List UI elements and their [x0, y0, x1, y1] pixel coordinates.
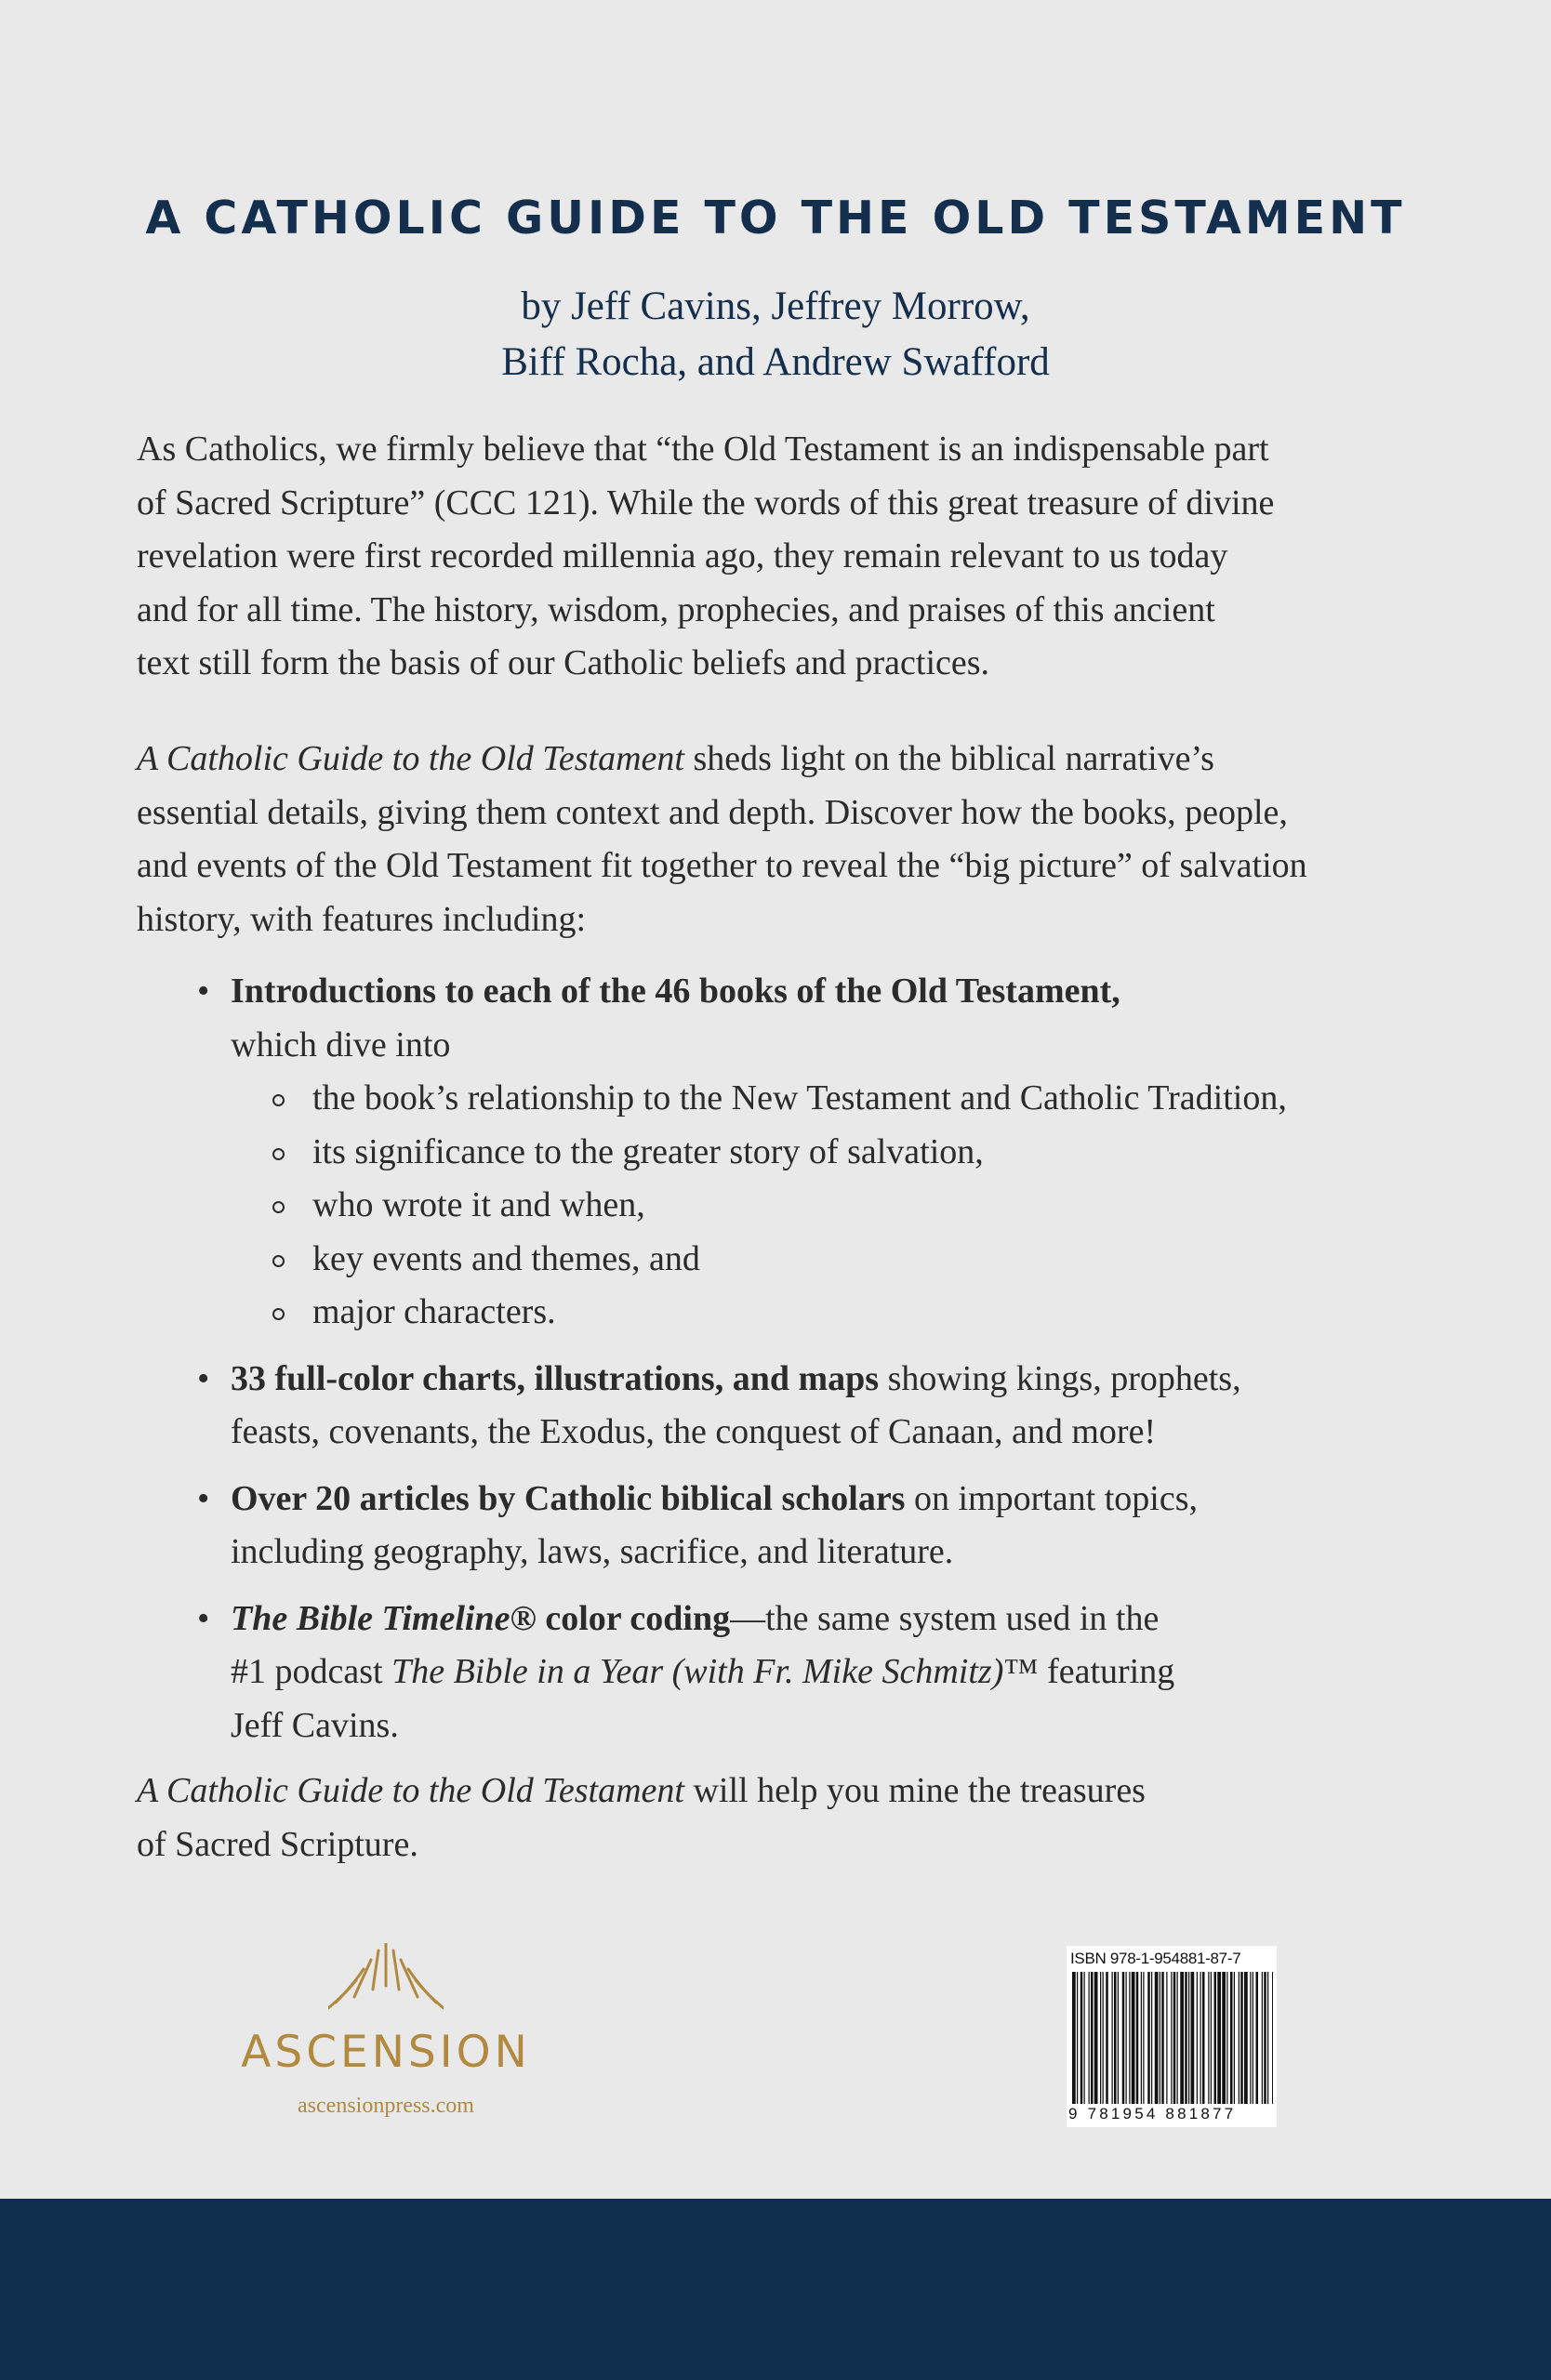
- sub-item-text: key events and themes, and: [312, 1238, 700, 1278]
- hollow-bullet-icon: [272, 1094, 285, 1106]
- feature-bold: Introductions to each of the 46 books of the Old Testament,: [231, 972, 1120, 1011]
- feature-line: [231, 1593, 1402, 1646]
- paragraph-line: [137, 733, 1369, 787]
- barcode-bar: [1136, 1972, 1139, 2104]
- barcode-bar: [1180, 1972, 1184, 2104]
- feature-item-introductions: [193, 965, 1402, 1340]
- barcode-bar: [1166, 1972, 1167, 2104]
- barcode-bar: [1129, 1972, 1130, 2104]
- barcode-bar: [1112, 1972, 1113, 2104]
- barcode-bar: [1114, 1972, 1117, 2104]
- feature-item-color-coding: [193, 1593, 1402, 1753]
- barcode: [1067, 1946, 1277, 2127]
- barcode-bar: [1151, 1972, 1152, 2104]
- barcode-bar: [1177, 1972, 1178, 2104]
- publisher-name: ASCENSION: [241, 2027, 531, 2078]
- book-title-italic: A Catholic Guide to the Old Testament: [137, 1771, 684, 1810]
- feature-line: Jeff Cavins.: [231, 1705, 399, 1745]
- hollow-bullet-icon: [272, 1308, 285, 1320]
- sub-list-item: [272, 1126, 1402, 1180]
- barcode-bar: [1118, 1972, 1119, 2104]
- paragraph-line: [137, 1765, 1369, 1818]
- sub-list: [231, 1072, 1402, 1340]
- isbn-label: ISBN 978-1-954881-87-7: [1070, 1950, 1241, 1967]
- barcode-bar: [1230, 1972, 1233, 2104]
- sub-list-item: [272, 1233, 1402, 1287]
- paragraph-line: of Sacred Scripture” (CCC 121). While the words of this great treasure of divine: [137, 483, 1275, 522]
- paragraph-line: essential details, giving them context and depth. Discover how the books, people,: [137, 792, 1288, 832]
- feature-line: [231, 1353, 1402, 1407]
- feature-text: showing kings, prophets,: [879, 1358, 1241, 1398]
- book-title-italic: A Catholic Guide to the Old Testament: [137, 739, 684, 778]
- feature-line: [231, 1646, 1402, 1699]
- feature-line: feasts, covenants, the Exodus, the conquest of Canaan, and more!: [231, 1412, 1157, 1451]
- barcode-digits: 9 781954 881877: [1068, 2105, 1237, 2122]
- barcode-bar: [1256, 1972, 1259, 2104]
- paragraph-line: As Catholics, we firmly believe that “the Old Testament is an indispensable part: [137, 430, 1269, 469]
- barcode-bar: [1080, 1972, 1083, 2104]
- paragraph-text: will help you mine the treasures: [683, 1771, 1146, 1810]
- ascension-logo: [219, 1943, 553, 2129]
- intro-paragraph: [137, 423, 1369, 691]
- bullet-icon: •: [197, 1478, 210, 1518]
- barcode-bar: [1173, 1972, 1176, 2104]
- barcode-bar: [1191, 1972, 1195, 2104]
- hollow-bullet-icon: [272, 1255, 285, 1267]
- footer-band: [0, 2199, 1551, 2380]
- feature-line: which dive into: [231, 1025, 451, 1064]
- barcode-bar: [1214, 1972, 1217, 2104]
- paragraph-text: sheds light on the biblical narrative’s: [683, 739, 1214, 778]
- authors-line-2: Biff Rocha, and Andrew Swafford: [501, 340, 1050, 384]
- sub-list-item: [272, 1286, 1402, 1340]
- feature-text: on important topics,: [905, 1478, 1199, 1518]
- feature-bold-text: ® color coding: [510, 1598, 731, 1638]
- barcode-bar: [1272, 1972, 1273, 2104]
- paragraph-line: text still form the basis of our Catholic beliefs and practices.: [137, 643, 990, 682]
- barcode-bar: [1185, 1972, 1187, 2104]
- paragraph-line: and events of the Old Testament fit together to reveal the “big picture” of salvation: [137, 846, 1307, 885]
- barcode-bar: [1226, 1972, 1227, 2104]
- sub-item-text: who wrote it and when,: [312, 1185, 645, 1224]
- feature-text: —the same system used in the: [730, 1598, 1160, 1638]
- sub-item-text: major characters.: [312, 1292, 556, 1331]
- barcode-bar: [1240, 1972, 1243, 2104]
- feature-bold: [231, 1599, 730, 1638]
- feature-line: [231, 965, 1402, 1019]
- barcode-bar: [1072, 1972, 1076, 2104]
- barcode-bar: [1094, 1972, 1098, 2104]
- barcode-bar: [1100, 1972, 1101, 2104]
- feature-item-articles: [193, 1473, 1402, 1580]
- paragraph-line: of Sacred Scripture.: [137, 1824, 418, 1864]
- barcode-bar: [1141, 1972, 1142, 2104]
- barcode-bar: [1132, 1972, 1135, 2104]
- podcast-title-italic: The Bible in a Year (with Fr. Mike Schmitz): [391, 1652, 1004, 1691]
- barcode-bars-icon: [1072, 1972, 1273, 2104]
- ascension-rays-icon: [328, 1943, 444, 2027]
- features-list: [193, 965, 1402, 1752]
- bullet-icon: •: [197, 1358, 210, 1398]
- barcode-bar: [1147, 1972, 1150, 2104]
- barcode-bar: [1262, 1972, 1263, 2104]
- hollow-bullet-icon: [272, 1201, 285, 1213]
- barcode-bar: [1103, 1972, 1104, 2104]
- barcode-bar: [1222, 1972, 1226, 2104]
- barcode-bar: [1267, 1972, 1268, 2104]
- feature-line: including geography, laws, sacrifice, and literature.: [231, 1532, 954, 1571]
- barcode-bar: [1091, 1972, 1094, 2104]
- barcode-bar: [1197, 1972, 1198, 2104]
- barcode-bar: [1143, 1972, 1144, 2104]
- features-paragraph: [137, 733, 1369, 946]
- authors-line-1: by Jeff Cavins, Jeffrey Morrow,: [521, 284, 1030, 328]
- feature-bold: 33 full-color charts, illustrations, and maps: [231, 1358, 880, 1398]
- barcode-bar: [1200, 1972, 1201, 2104]
- sub-item-text: the book’s relationship to the New Testament and Catholic Tradition,: [312, 1078, 1287, 1117]
- closing-paragraph: [137, 1765, 1369, 1871]
- barcode-bar: [1089, 1972, 1090, 2104]
- feature-text: ™ featuring: [1003, 1652, 1175, 1691]
- bullet-icon: •: [197, 1598, 210, 1638]
- paragraph-line: revelation were first recorded millennia ago, they remain relevant to us today: [137, 536, 1228, 575]
- paragraph-line: and for all time. The history, wisdom, prophecies, and praises of this ancient: [137, 589, 1215, 629]
- barcode-bar: [1155, 1972, 1159, 2104]
- barcode-bar: [1264, 1972, 1266, 2104]
- barcode-bar: [1126, 1972, 1127, 2104]
- barcode-bar: [1188, 1972, 1189, 2104]
- sub-item-text: its significance to the greater story of salvation,: [312, 1131, 984, 1171]
- barcode-bar: [1171, 1972, 1172, 2104]
- barcode-bar: [1077, 1972, 1078, 2104]
- feature-item-charts: [193, 1353, 1402, 1460]
- timeline-title-italic: The Bible Timeline: [231, 1598, 510, 1638]
- authors: [0, 279, 1551, 390]
- bullet-icon: •: [197, 972, 210, 1011]
- barcode-bar: [1211, 1972, 1212, 2104]
- barcode-bar: [1122, 1972, 1125, 2104]
- paragraph-line: history, with features including:: [137, 899, 586, 939]
- barcode-bar: [1161, 1972, 1164, 2104]
- feature-bold: Over 20 articles by Catholic biblical scholars: [231, 1478, 906, 1518]
- barcode-bar: [1106, 1972, 1108, 2104]
- sub-list-item: [272, 1179, 1402, 1233]
- barcode-bar: [1234, 1972, 1235, 2104]
- feature-line: [231, 1473, 1402, 1527]
- barcode-bar: [1250, 1972, 1251, 2104]
- barcode-bar: [1202, 1972, 1205, 2104]
- barcode-bar: [1084, 1972, 1085, 2104]
- barcode-bar: [1244, 1972, 1248, 2104]
- barcode-bar: [1217, 1972, 1221, 2104]
- book-title: A CATHOLIC GUIDE TO THE OLD TESTAMENT: [145, 192, 1406, 245]
- barcode-bar: [1208, 1972, 1209, 2104]
- sub-list-item: [272, 1072, 1402, 1126]
- publisher-url: ascensionpress.com: [298, 2094, 474, 2118]
- feature-text: #1 podcast: [231, 1652, 392, 1691]
- hollow-bullet-icon: [272, 1148, 285, 1160]
